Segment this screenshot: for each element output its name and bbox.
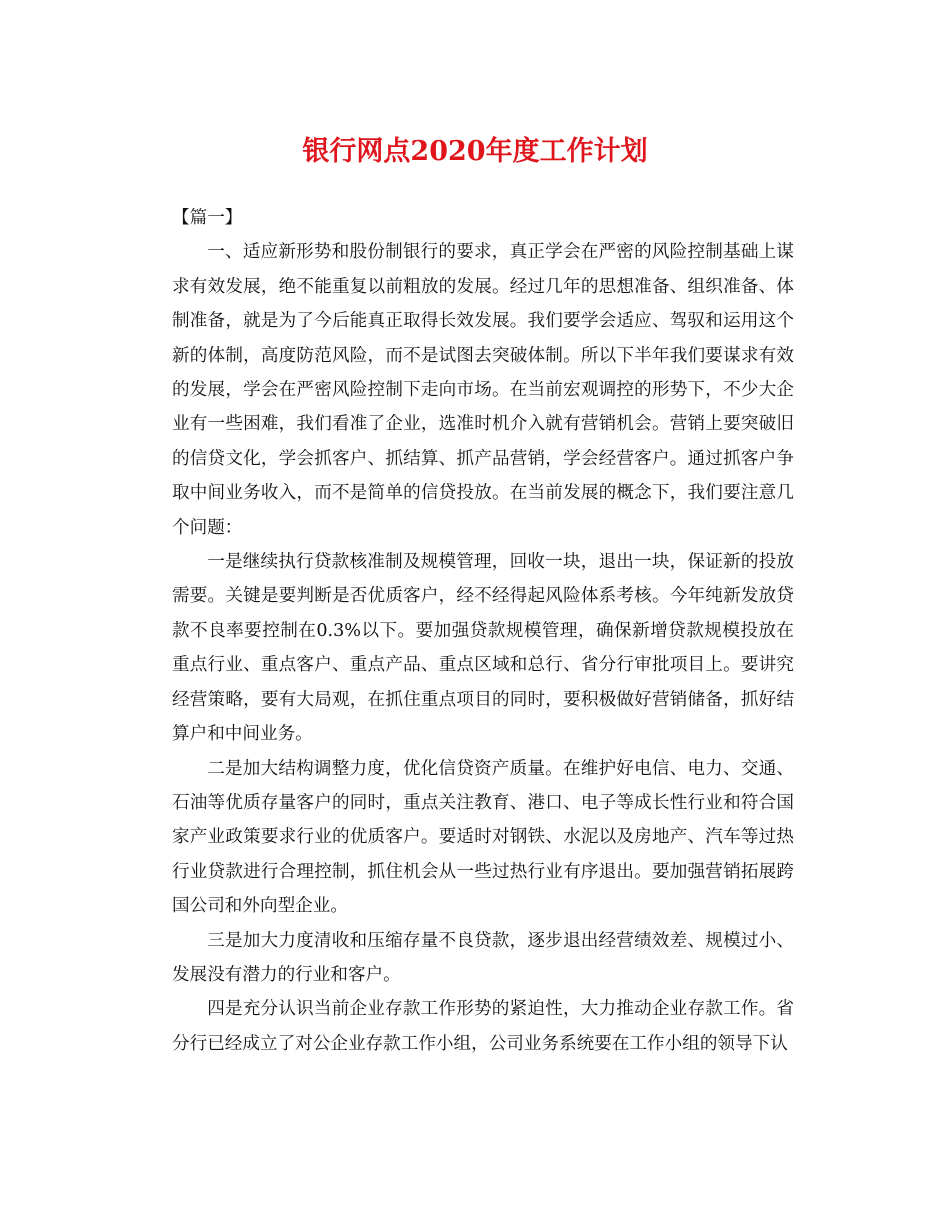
paragraph: 一是继续执行贷款核准制及规模管理，回收一块，退出一块，保证新的投放需要。关键是要判断是否优质客户，经不经得起风险体系考核。今年纯新发放贷款不良率要控制在0.3%以下。要加强贷款规模管理，确保新增贷款规模投放在重点行业、重点客户、重点产品、重点区域和总行、省分行审批项目上。要讲究经营策略，要有大局观，在抓住重点项目的同时，要积极做好营销储备，抓好结算户和中间业务。 (172, 552, 794, 745)
document-title: 银行网点2020年度工作计划 (302, 136, 648, 167)
paragraph: 二是加大结构调整力度，优化信贷资产质量。在维护好电信、电力、交通、石油等优质存量客户的同时，重点关注教育、港口、电子等成长性行业和符合国家产业政策要求行业的优质客户。要适时对钢铁、水泥以及房地产、汽车等过热行业贷款进行合理控制，抓住机会从一些过热行业有序退出。要加强营销拓展跨国公司和外向型企业。 (172, 758, 794, 917)
document-body (172, 201, 794, 1061)
section-label: 【篇一】 (172, 208, 243, 228)
paragraph: 一、适应新形势和股份制银行的要求，真正学会在严密的风险控制基础上谋求有效发展，绝不能重复以前粗放的发展。经过几年的思想准备、组织准备、体制准备，就是为了今后能真正取得长效发展。我们要学会适应、驾驭和运用这个新的体制，高度防范风险，而不是试图去突破体制。所以下半年我们要谋求有效的发展，学会在严密风险控制下走向市场。在当前宏观调控的形势下，不少大企业有一些困难，我们看准了企业，选准时机介入就有营销机会。营销上要突破旧的信贷文化，学会抓客户、抓结算、抓产品营销，学会经营客户。通过抓客户争取中间业务收入，而不是简单的信贷投放。在当前发展的概念下，我们要注意几个问题： (172, 242, 794, 538)
paragraph: 四是充分认识当前企业存款工作形势的紧迫性，大力推动企业存款工作。省分行已经成立了对公企业存款工作小组，公司业务系统要在工作小组的领导下认 (172, 999, 794, 1054)
paragraph: 三是加大力度清收和压缩存量不良贷款，逐步退出经营绩效差、规模过小、发展没有潜力的行业和客户。 (172, 930, 794, 985)
